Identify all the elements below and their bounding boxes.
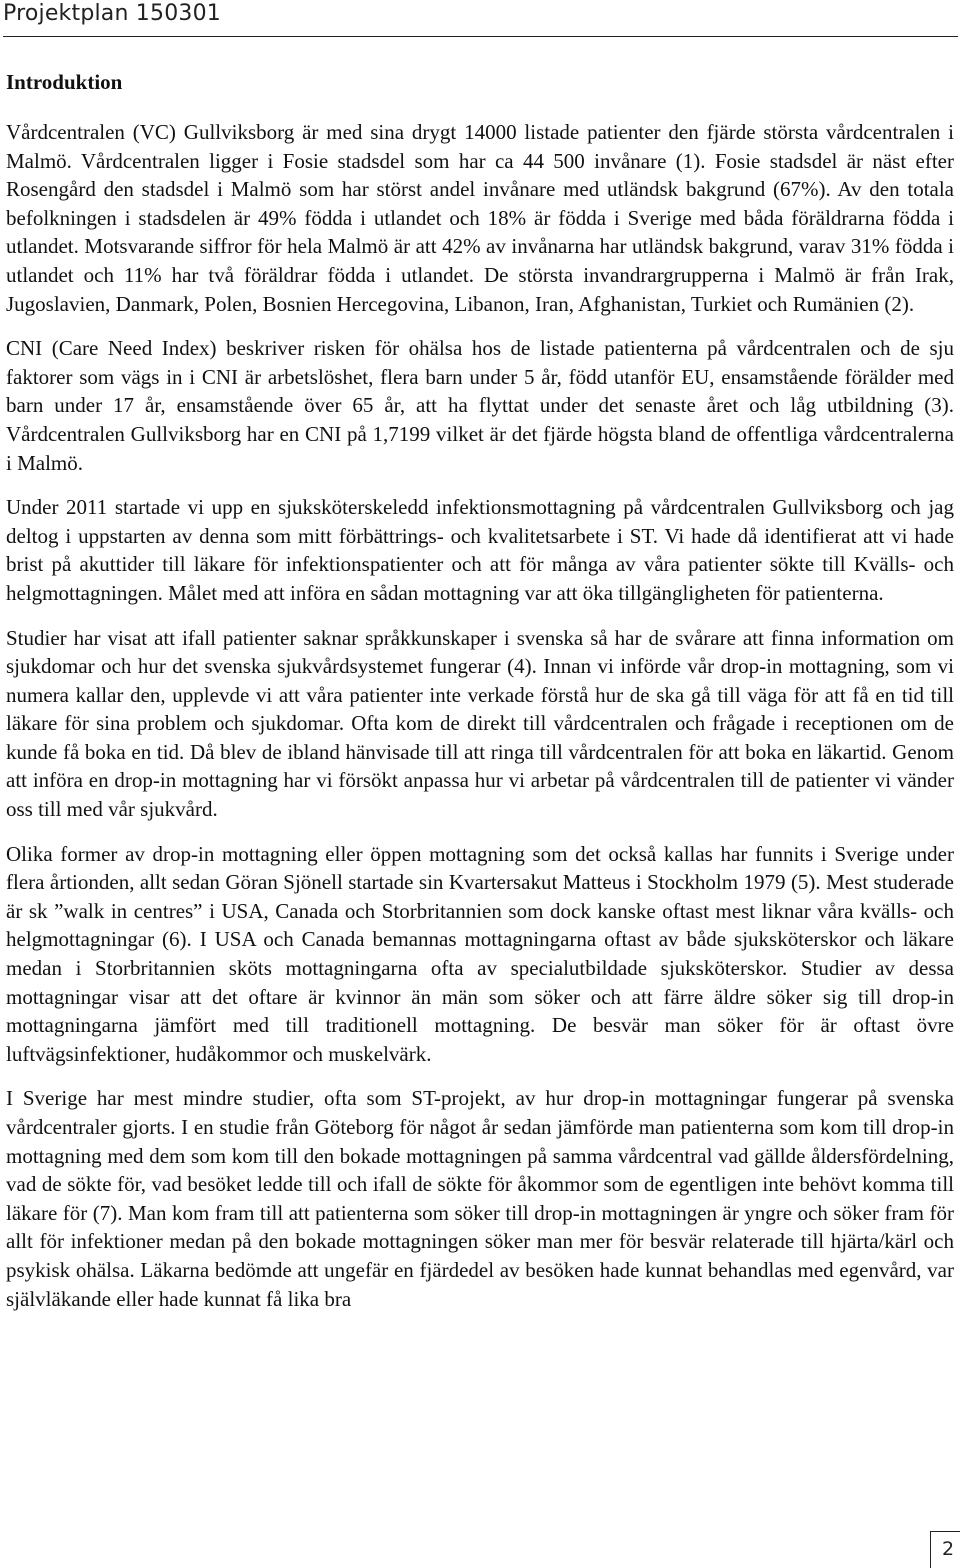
- paragraph-drop-in-history: Olika former av drop-in mottagning eller öppen mottagning som det också kallas har funnits i Sverige under flera årtionden, allt sedan Göran Sjönell startade sin Kvartersakut Matteus i Stockholm 1979 (5). Mest studerade är sk ”walk in centres” i USA, Canada och Storbritannien som dock kanske oftast mest liknar våra kvälls- och helgmottagningar (6). I USA och Canada bemannas mottagningarna oftast av både sjuksköterskor och läkare medan i Storbritannien sköts mottagningarna ofta av specialutbildade sjuksköterskor. Studier av dessa mottagningar visar att det oftare är kvinnor än män som söker och att färre äldre söker sig till drop-in mottagningarna jämfört med till traditionell mottagning. De besvär man söker för är oftast övre luftvägsinfektioner, hudåkommor och muskelvärk.: [6, 841, 954, 1066]
- paragraph-swedish-studies: I Sverige har mest mindre studier, ofta som ST-projekt, av hur drop-in mottagningar fungerar på svenska vårdcentraler gjorts. I en studie från Göteborg för något år sedan jämförde man patienterna som kom till drop-in mottagning med dem som kom till den bokade mottagningen på samma vårdcentral vad gällde åldersfördelning, vad de sökte för, vad besöket ledde till och ifall de sökte för åkommor som de egentligen inte behövt komma till läkare för (7). Man kom fram till att patienterna som söker till drop-in mottagningen är yngre och söker fram för allt för infektioner medan på den bokade mottagningen söker man mer för besvär relaterade till hjärta/kärl och psykisk ohälsa. Läkarna bedömde att ungefär en fjärdedel av besöken hade kunnat behandlas med egenvård, var självläkande eller hade kunnat få lika bra: [6, 1086, 954, 1311]
- paragraph-infection-clinic: Under 2011 startade vi upp en sjuksköterskeledd infektionsmottagning på vårdcentralen Gullviksborg och jag deltog i uppstarten av denna som mitt förbättrings- och kvalitetsarbete i ST. Vi hade då identifierat att vi hade brist på akuttider till läkare för infektionspatienter och att för många av våra patienter sökte till Kvälls- och helgmottagningen. Målet med att införa en sådan mottagning var att öka tillgängligheten för patienterna.: [6, 495, 954, 605]
- document-body: [6, 68, 954, 1329]
- document-title: Projektplan 150301: [3, 1, 221, 26]
- paragraph-demographics: Vårdcentralen (VC) Gullviksborg är med sina drygt 14000 listade patienter den fjärde största vårdcentralen i Malmö. Vårdcentralen ligger i Fosie stadsdel som har ca 44 500 invånare (1). Fosie stadsdel är näst efter Rosengård den stadsdel i Malmö som har störst andel invånare med utländsk bakgrund (67%). Av den totala befolkningen i stadsdelen är 49% födda i utlandet och 18% är födda i Sverige med båda föräldrarna födda i utlandet. Motsvarande siffror för hela Malmö är att 42% av invånarna har utländsk bakgrund, varav 31% födda i utlandet och 11% har två föräldrar födda i utlandet. De största invandrargrupperna i Malmö är från Irak, Jugoslavien, Danmark, Polen, Bosnien Hercegovina, Libanon, Iran, Afghanistan, Turkiet och Rumänien (2).: [6, 120, 954, 316]
- page-header: [3, 0, 958, 37]
- page-number: 2: [942, 1538, 955, 1560]
- section-heading: Introduktion: [6, 70, 123, 94]
- paragraph-cni: CNI (Care Need Index) beskriver risken för ohälsa hos de listade patienterna på vårdcentralen och de sju faktorer som vägs in i CNI är arbetslöshet, flera barn under 5 år, född utanför EU, ensamstående förälder med barn under 17 år, ensamstående över 65 år, att ha flyttat under det senaste året och låg utbildning (3). Vårdcentralen Gullviksborg har en CNI på 1,7199 vilket är det fjärde högsta bland de offentliga vårdcentralerna i Malmö.: [6, 336, 954, 475]
- paragraph-language-studies: Studier har visat att ifall patienter saknar språkkunskaper i svenska så har de svårare att finna information om sjukdomar och hur det svenska sjukvårdsystemet fungerar (4). Innan vi införde vår drop-in mottagning, som vi numera kallar den, upplevde vi att våra patienter inte verkade förstå hur de ska gå till väga för att få en tid till läkare för sina problem och sjukdomar. Ofta kom de direkt till vårdcentralen och frågade i receptionen om de kunde få boka en tid. Då blev de ibland hänvisade till att ringa till vårdcentralen för att boka en läkartid. Genom att införa en drop-in mottagning har vi försökt anpassa hur vi arbetar på vårdcentralen till de patienter vi vänder oss till med vår sjukvård.: [6, 625, 954, 822]
